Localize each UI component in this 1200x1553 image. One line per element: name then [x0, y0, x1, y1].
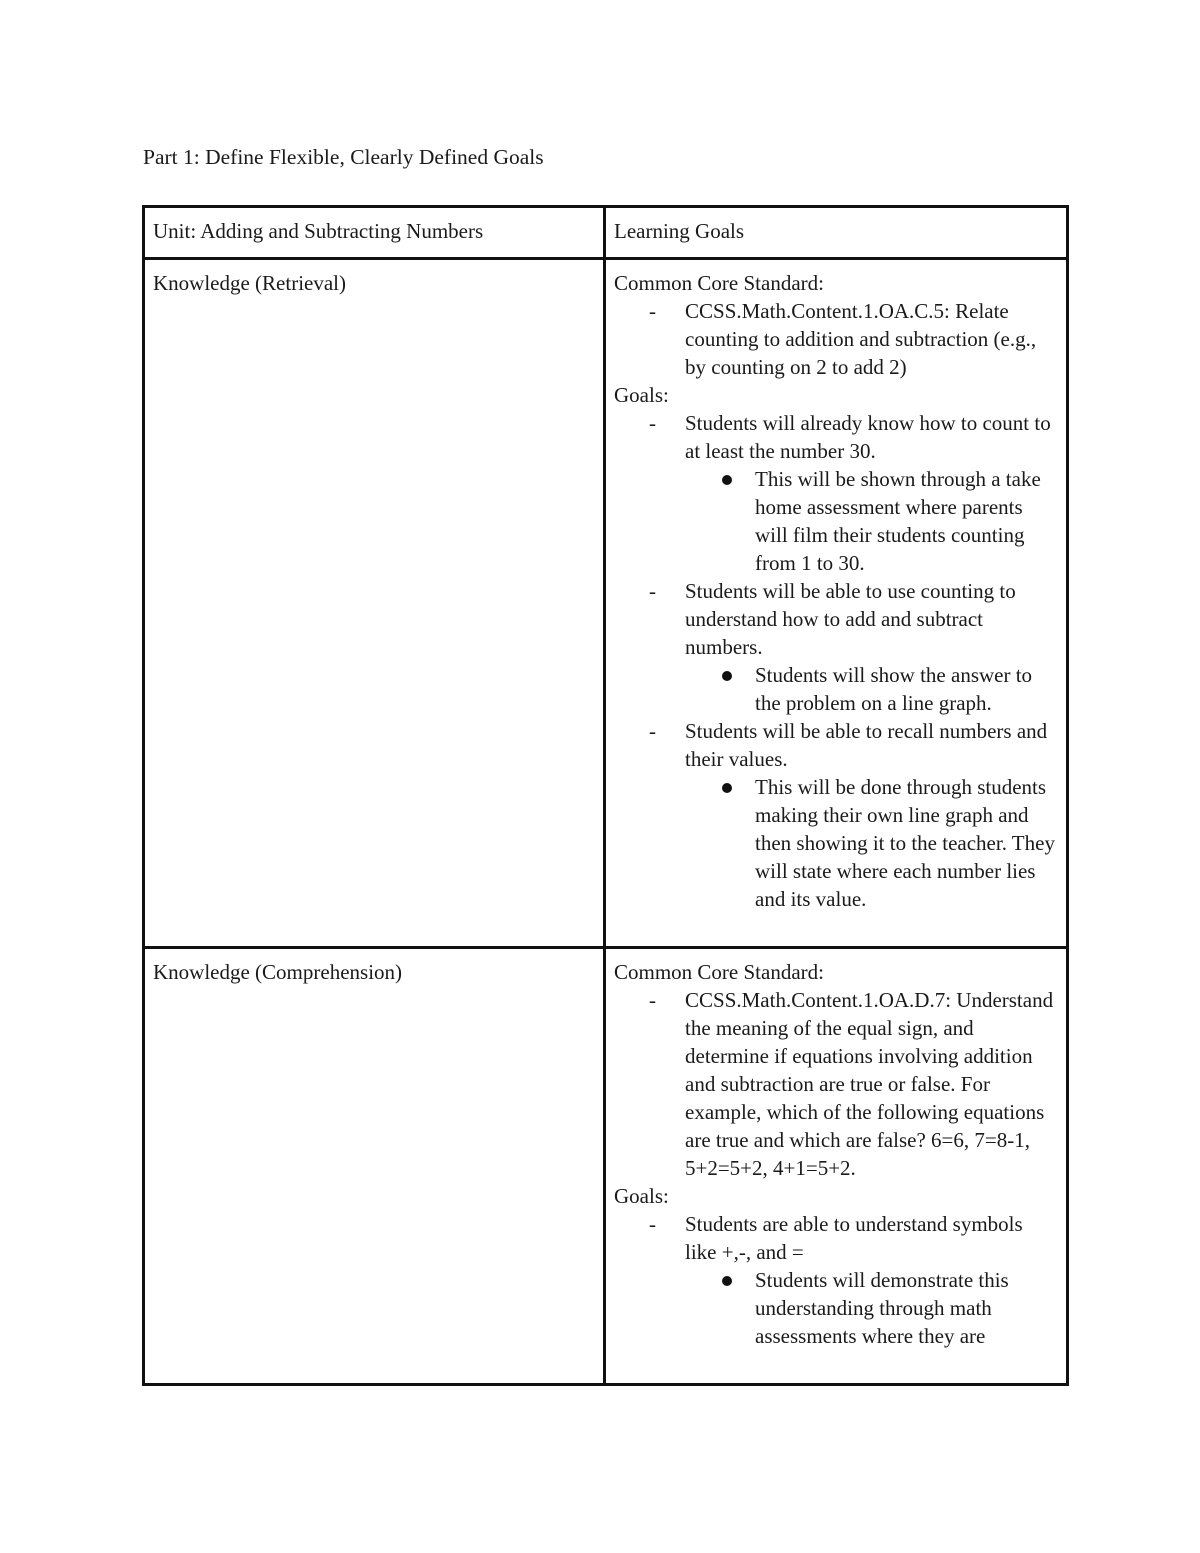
goals-heading: Goals: [614, 1184, 669, 1208]
standard-text: CCSS.Math.Content.1.OA.C.5: Relate counting to addition and subtraction (e.g., by counting on 2 to add 2) [685, 299, 1037, 379]
page-title: Part 1: Define Flexible, Clearly Defined Goals [143, 145, 544, 169]
standard-item [614, 986, 1058, 1182]
goal-detail-text: Students will demonstrate this understanding through math assessments where they are [755, 1268, 1009, 1348]
goal-detail-list [685, 1266, 1058, 1350]
table-header-row [144, 207, 1068, 259]
goal-detail-list [685, 661, 1058, 717]
table-row [144, 948, 1068, 1385]
goal-detail-text: This will be shown through a take home assessment where parents will film their students counting from 1 to 30. [755, 467, 1041, 575]
goal-item [614, 409, 1058, 577]
standard-list [614, 986, 1058, 1182]
standard-heading: Common Core Standard: [614, 960, 824, 984]
goals-table [142, 205, 1069, 1386]
bullet-icon [722, 671, 732, 681]
goal-item [614, 577, 1058, 717]
goal-detail-item [685, 1266, 1058, 1350]
standard-item [614, 297, 1058, 381]
dash-marker: - [649, 579, 656, 603]
goal-detail-item [685, 773, 1058, 913]
table-row [144, 259, 1068, 948]
goal-text: Students are able to understand symbols like +,-, and = [685, 1212, 1023, 1264]
dash-marker: - [649, 719, 656, 743]
bullet-icon [722, 1276, 732, 1286]
goal-detail-text: This will be done through students making their own line graph and then showing it to the teacher. They will state where each number lies and its value. [755, 775, 1055, 911]
goal-text: Students will be able to use counting to understand how to add and subtract numbers. [685, 579, 1016, 659]
goal-item [614, 1210, 1058, 1350]
goal-detail-item [685, 661, 1058, 717]
goals-heading: Goals: [614, 383, 669, 407]
unit-header-cell: Unit: Adding and Subtracting Numbers [144, 207, 605, 259]
goal-detail-list [685, 465, 1058, 577]
goal-item [614, 717, 1058, 913]
goal-text: Students will be able to recall numbers and their values. [685, 719, 1048, 771]
goal-text: Students will already know how to count to at least the number 30. [685, 411, 1051, 463]
goal-detail-text: Students will show the answer to the problem on a line graph. [755, 663, 1033, 715]
dash-marker: - [649, 299, 656, 323]
goals-list [614, 1210, 1058, 1350]
row-label-cell: Knowledge (Comprehension) [144, 948, 605, 1385]
learning-goals-header-cell: Learning Goals [605, 207, 1068, 259]
standard-heading: Common Core Standard: [614, 271, 824, 295]
dash-marker: - [649, 1212, 656, 1236]
dash-marker: - [649, 988, 656, 1012]
standard-text: CCSS.Math.Content.1.OA.D.7: Understand the meaning of the equal sign, and determine if equations involving addition and subtraction are true or false. For example, which of the following equations are true and which are false? 6=6, 7=8-1, 5+2=5+2, 4+1=5+2. [685, 988, 1054, 1180]
standard-list [614, 297, 1058, 381]
bullet-icon [722, 475, 732, 485]
goal-detail-list [685, 773, 1058, 913]
goal-detail-item [685, 465, 1058, 577]
goals-list [614, 409, 1058, 913]
bullet-icon [722, 783, 732, 793]
dash-marker: - [649, 411, 656, 435]
row-goals-cell [605, 259, 1068, 948]
row-label-cell: Knowledge (Retrieval) [144, 259, 605, 948]
row-goals-cell [605, 948, 1068, 1385]
